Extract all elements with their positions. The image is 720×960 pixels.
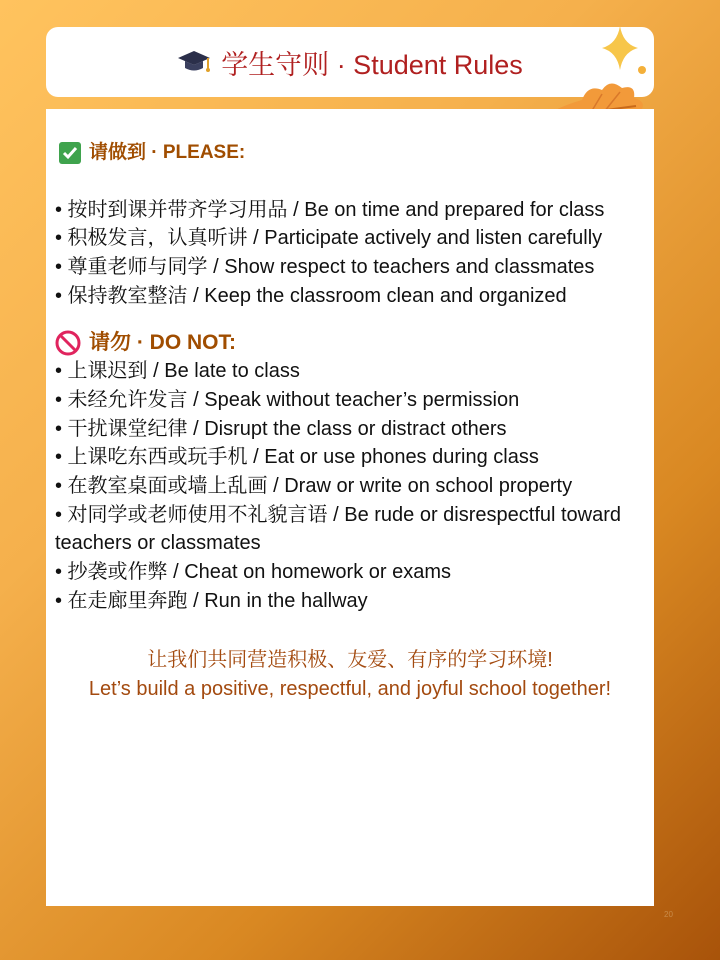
closing-message-english: Let’s build a positive, respectful, and joyful school together!	[88, 677, 612, 700]
rules-card	[46, 109, 654, 906]
please-heading-text: 请做到 · PLEASE:	[89, 142, 246, 163]
page-number: 20	[664, 910, 673, 919]
list-item: • 未经允许发言 / Speak without teacher’s permission	[55, 388, 520, 411]
closing-message	[55, 646, 645, 704]
list-item: • 保持教室整洁 / Keep the classroom clean and organized	[55, 284, 567, 307]
donot-heading-text: 请勿 · DO NOT:	[89, 330, 236, 354]
list-item: • 在教室桌面或墙上乱画 / Draw or write on school property	[55, 475, 573, 498]
donot-list	[55, 357, 645, 615]
list-item: • 上课吃东西或玩手机 / Eat or use phones during class	[55, 446, 539, 469]
please-heading	[55, 139, 645, 168]
list-item: • 尊重老师与同学 / Show respect to teachers and classmates	[55, 256, 595, 279]
sparkle-icon	[596, 24, 646, 78]
list-item: • 在走廊里奔跑 / Run in the hallway	[55, 589, 368, 612]
list-item: • 对同学或老师使用不礼貌言语 / Be rude or disrespectful toward teachers or classmates	[55, 503, 622, 555]
graduation-cap-icon	[177, 47, 211, 77]
closing-message-chinese: 让我们共同营造积极、友爱、有序的学习环境!	[147, 648, 553, 671]
list-item: • 上课迟到 / Be late to class	[55, 360, 300, 383]
prohibited-icon	[55, 330, 81, 356]
list-item: • 干扰课堂纪律 / Disrupt the class or distract others	[55, 417, 507, 440]
page-title: 学生守则 · Student Rules	[221, 49, 523, 80]
check-mark-icon	[59, 142, 81, 164]
donot-heading	[55, 329, 645, 358]
list-item: • 积极发言，认真听讲 / Participate actively and listen carefully	[55, 227, 603, 250]
please-list	[55, 196, 645, 311]
list-item: • 抄袭或作弊 / Cheat on homework or exams	[55, 561, 452, 584]
list-item: • 按时到课并带齐学习用品 / Be on time and prepared for class	[55, 198, 605, 221]
